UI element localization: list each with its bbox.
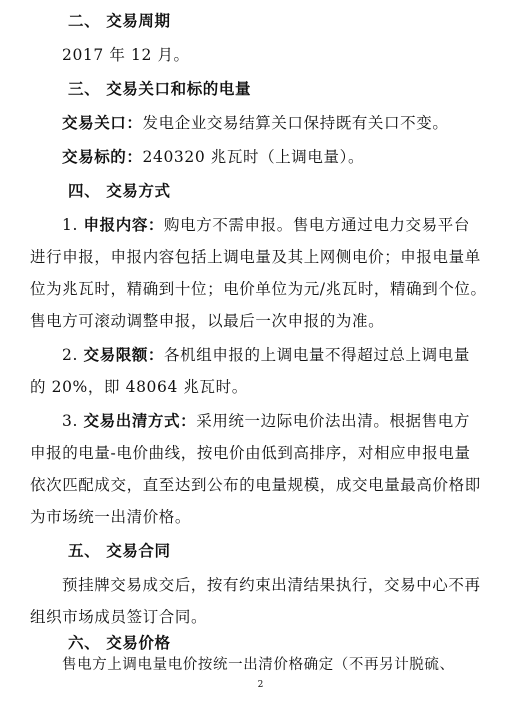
contract-line1: 预挂牌交易成交后，按有约束出清结果执行，交易中心不再 xyxy=(62,576,481,594)
declaration-line4: 售电方可滚动调整申报，以最后一次申报的为准。 xyxy=(30,312,385,330)
gateway-label: 交易关口： xyxy=(62,114,143,132)
item-number: 1. xyxy=(62,216,84,234)
clearing-label: 交易出清方式： xyxy=(83,412,197,430)
page-number: 2 xyxy=(257,680,264,690)
declaration-label: 申报内容： xyxy=(83,216,165,234)
clearing-text: 采用统一边际电价法出清。根据售电方 xyxy=(196,412,470,430)
item-number: 3. xyxy=(62,412,84,430)
gateway-text: 发电企业交易结算关口保持既有关口不变。 xyxy=(142,114,449,132)
contract-line2: 组织市场成员签订合同。 xyxy=(30,608,208,626)
item-number: 2. xyxy=(62,346,84,364)
limit-label: 交易限额： xyxy=(83,346,165,364)
gateway-paragraph xyxy=(62,112,521,134)
section-method-heading: 四、 交易方式 xyxy=(68,182,171,200)
period-text: 2017 年 12 月。 xyxy=(62,46,190,64)
target-paragraph xyxy=(62,146,521,168)
limit-text: 各机组申报的上调电量不得超过总上调电量 xyxy=(164,346,470,364)
clearing-line4: 为市场统一出清价格。 xyxy=(30,508,192,526)
price-line1: 售电方上调电量电价按统一出清价格确定（不再另计脱硫、 xyxy=(62,657,455,673)
limit-paragraph-line1 xyxy=(62,344,521,366)
target-label: 交易标的： xyxy=(62,148,143,166)
declaration-paragraph-line1 xyxy=(62,214,521,236)
limit-line2: 的 20%，即 48064 兆瓦时。 xyxy=(30,378,248,396)
section-period-heading: 二、 交易周期 xyxy=(68,12,171,30)
section-price-heading-visible: 六、 交易价格 xyxy=(68,634,171,652)
section-gateway-heading: 三、 交易关口和标的电量 xyxy=(68,80,252,98)
section-contract-heading: 五、 交易合同 xyxy=(68,542,171,560)
declaration-line2: 进行申报，申报内容包括上调电量及其上网侧电价；申报电量单 xyxy=(30,248,481,266)
clearing-line3: 依次匹配成交，直至达到公布的电量规模，成交电量最高价格即 xyxy=(30,476,481,494)
declaration-text: 购电方不需申报。售电方通过电力交易平台 xyxy=(164,216,470,234)
clearing-line2: 申报的电量-电价曲线，按电价由低到高排序，对相应申报电量 xyxy=(30,444,471,462)
target-text: 240320 兆瓦时（上调电量）。 xyxy=(142,148,365,166)
declaration-line3: 位为兆瓦时，精确到十位；电价单位为元/兆瓦时，精确到个位。 xyxy=(30,280,487,298)
clearing-paragraph-line1 xyxy=(62,410,521,432)
